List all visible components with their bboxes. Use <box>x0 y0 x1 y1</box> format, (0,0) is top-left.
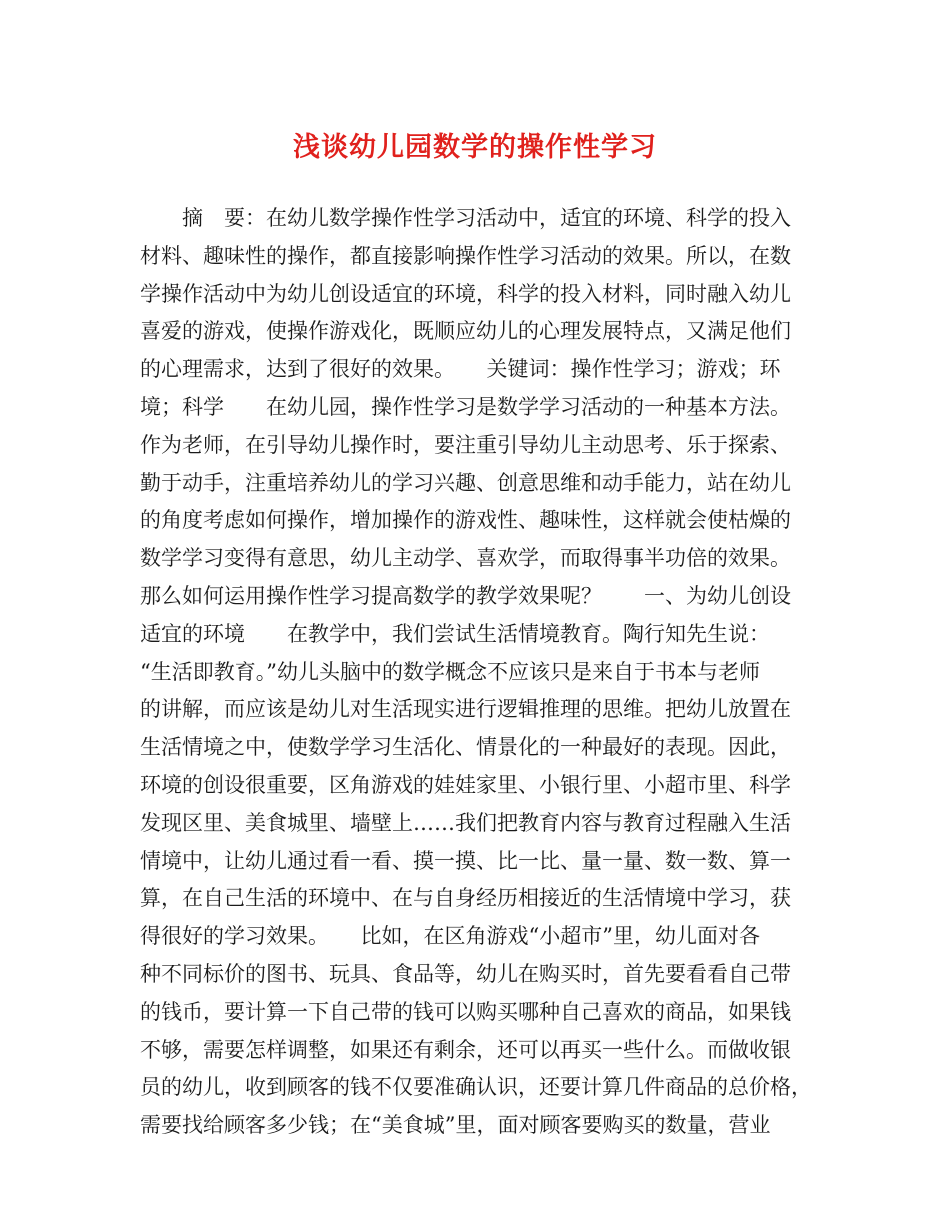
body-line: 材料、趣味性的操作，都直接影响操作性学习活动的效果。所以，在数 <box>140 243 791 268</box>
body-line: 发现区里、美食城里、墙壁上……我们把教育内容与教育过程融入生活 <box>140 810 791 835</box>
body-line: 喜爱的游戏，使操作游戏化，既顺应幼儿的心理发展特点，又满足他们 <box>140 319 791 344</box>
body-line: 适宜的环境 在教学中，我们尝试生活情境教育。陶行知先生说： <box>140 621 770 646</box>
body-line: 摘 要：在幼儿数学操作性学习活动中，适宜的环境、科学的投入 <box>140 206 791 230</box>
document-body <box>140 200 830 1145</box>
body-line: 的讲解，而应该是幼儿对生活现实进行逻辑推理的思维。把幼儿放置在 <box>140 697 791 722</box>
body-line: 作为老师，在引导幼儿操作时，要注重引导幼儿主动思考、乐于探索、 <box>140 432 791 457</box>
body-line: 需要找给顾客多少钱；在“美食城”里，面对顾客要购买的数量，营业 <box>140 1113 771 1138</box>
body-line: 算，在自己生活的环境中、在与自身经历相接近的生活情境中学习，获 <box>140 886 791 911</box>
body-line: 得很好的学习效果。 比如，在区角游戏“小超市”里，幼儿面对各 <box>140 924 760 949</box>
body-line: 不够，需要怎样调整，如果还有剩余，还可以再买一些什么。而做收银 <box>140 1037 791 1062</box>
body-line: 员的幼儿，收到顾客的钱不仅要准确认识，还要计算几件商品的总价格， <box>140 1075 812 1100</box>
body-line: “生活即教育。”幼儿头脑中的数学概念不应该只是来自于书本与老师 <box>140 659 760 684</box>
body-line: 勤于动手，注重培养幼儿的学习兴趣、创意思维和动手能力，站在幼儿 <box>140 470 791 495</box>
body-line: 的心理需求，达到了很好的效果。 关键词：操作性学习；游戏；环 <box>140 357 781 382</box>
body-line: 数学学习变得有意思，幼儿主动学、喜欢学，而取得事半功倍的效果。 <box>140 546 791 571</box>
body-line: 种不同标价的图书、玩具、食品等，幼儿在购买时，首先要看看自己带 <box>140 961 791 986</box>
body-line: 情境中，让幼儿通过看一看、摸一摸、比一比、量一量、数一数、算一 <box>140 848 791 873</box>
body-line: 学操作活动中为幼儿创设适宜的环境，科学的投入材料，同时融入幼儿 <box>140 281 791 306</box>
body-line: 环境的创设很重要，区角游戏的娃娃家里、小银行里、小超市里、科学 <box>140 772 791 797</box>
body-line: 境；科学 在幼儿园，操作性学习是数学学习活动的一种基本方法。 <box>140 394 791 419</box>
document-title: 浅谈幼儿园数学的操作性学习 <box>293 132 657 163</box>
body-line: 的角度考虑如何操作，增加操作的游戏性、趣味性，这样就会使枯燥的 <box>140 508 791 533</box>
body-line: 生活情境之中，使数学学习生活化、情景化的一种最好的表现。因此， <box>140 735 791 760</box>
body-line: 那么如何运用操作性学习提高数学的教学效果呢？ 一、为幼儿创设 <box>140 583 791 608</box>
body-line: 的钱币，要计算一下自己带的钱可以购买哪种自己喜欢的商品，如果钱 <box>140 999 791 1024</box>
